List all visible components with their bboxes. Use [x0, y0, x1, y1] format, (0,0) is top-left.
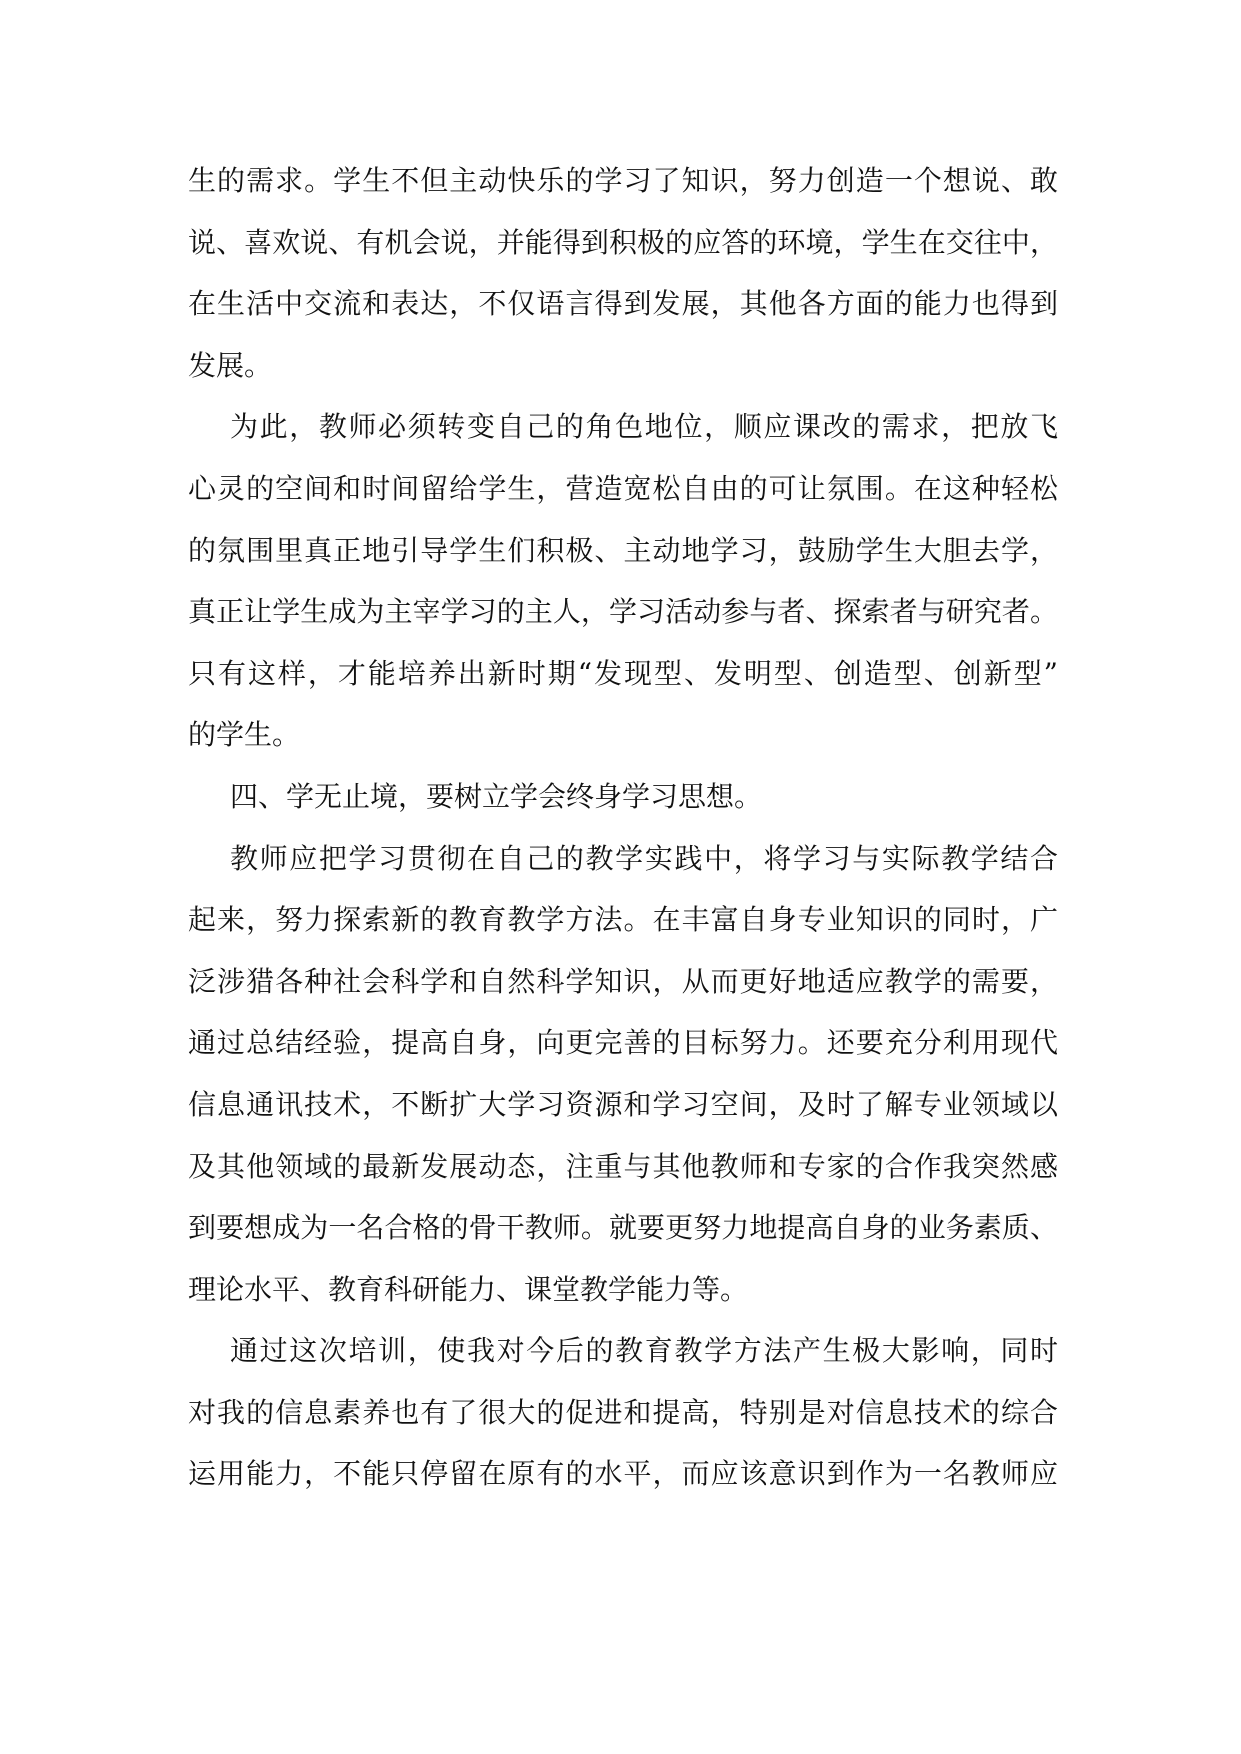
text-line: 通过总结经验，提高自身，向更完善的目标努力。还要充分利用现代 [188, 1026, 1058, 1060]
text-line: 通过这次培训，使我对今后的教育教学方法产生极大影响，同时 [230, 1334, 1058, 1368]
text-line: 的氛围里真正地引导学生们积极、主动地学习，鼓励学生大胆去学， [188, 533, 1058, 567]
text-line: 心灵的空间和时间留给学生，营造宽松自由的可让氛围。在这种轻松 [188, 471, 1058, 505]
text-line: 在生活中交流和表达，不仅语言得到发展，其他各方面的能力也得到 [188, 287, 1058, 321]
text-line: 泛涉猎各种社会科学和自然科学知识，从而更好地适应教学的需要， [188, 964, 1058, 998]
section-heading: 四、学无止境，要树立学会终身学习思想。 [230, 779, 763, 813]
document-body [188, 150, 1058, 1505]
text-line: 真正让学生成为主宰学习的主人，学习活动参与者、探索者与研究者。 [188, 595, 1058, 629]
text-line: 及其他领域的最新发展动态，注重与其他教师和专家的合作我突然感 [188, 1149, 1058, 1183]
text-line: 教师应把学习贯彻在自己的教学实践中，将学习与实际教学结合 [230, 841, 1058, 875]
text-line: 信息通讯技术，不断扩大学习资源和学习空间，及时了解专业领域以 [188, 1087, 1058, 1121]
text-line: 理论水平、教育科研能力、课堂教学能力等。 [188, 1272, 749, 1306]
text-line: 发展。 [188, 348, 273, 382]
text-line: 为此，教师必须转变自己的角色地位，顺应课改的需求，把放飞 [230, 410, 1058, 444]
text-line: 说、喜欢说、有机会说，并能得到积极的应答的环境，学生在交往中， [188, 225, 1058, 259]
text-line: 的学生。 [188, 718, 301, 752]
text-line: 只有这样，才能培养出新时期“发现型、发明型、创造型、创新型” [188, 656, 1058, 690]
text-line: 运用能力，不能只停留在原有的水平，而应该意识到作为一名教师应 [188, 1457, 1058, 1491]
text-line: 到要想成为一名合格的骨干教师。就要更努力地提高自身的业务素质、 [188, 1211, 1058, 1245]
text-line: 起来，努力探索新的教育教学方法。在丰富自身专业知识的同时，广 [188, 903, 1058, 937]
text-line: 生的需求。学生不但主动快乐的学习了知识，努力创造一个想说、敢 [188, 164, 1058, 197]
text-line: 对我的信息素养也有了很大的促进和提高，特别是对信息技术的综合 [188, 1395, 1058, 1429]
